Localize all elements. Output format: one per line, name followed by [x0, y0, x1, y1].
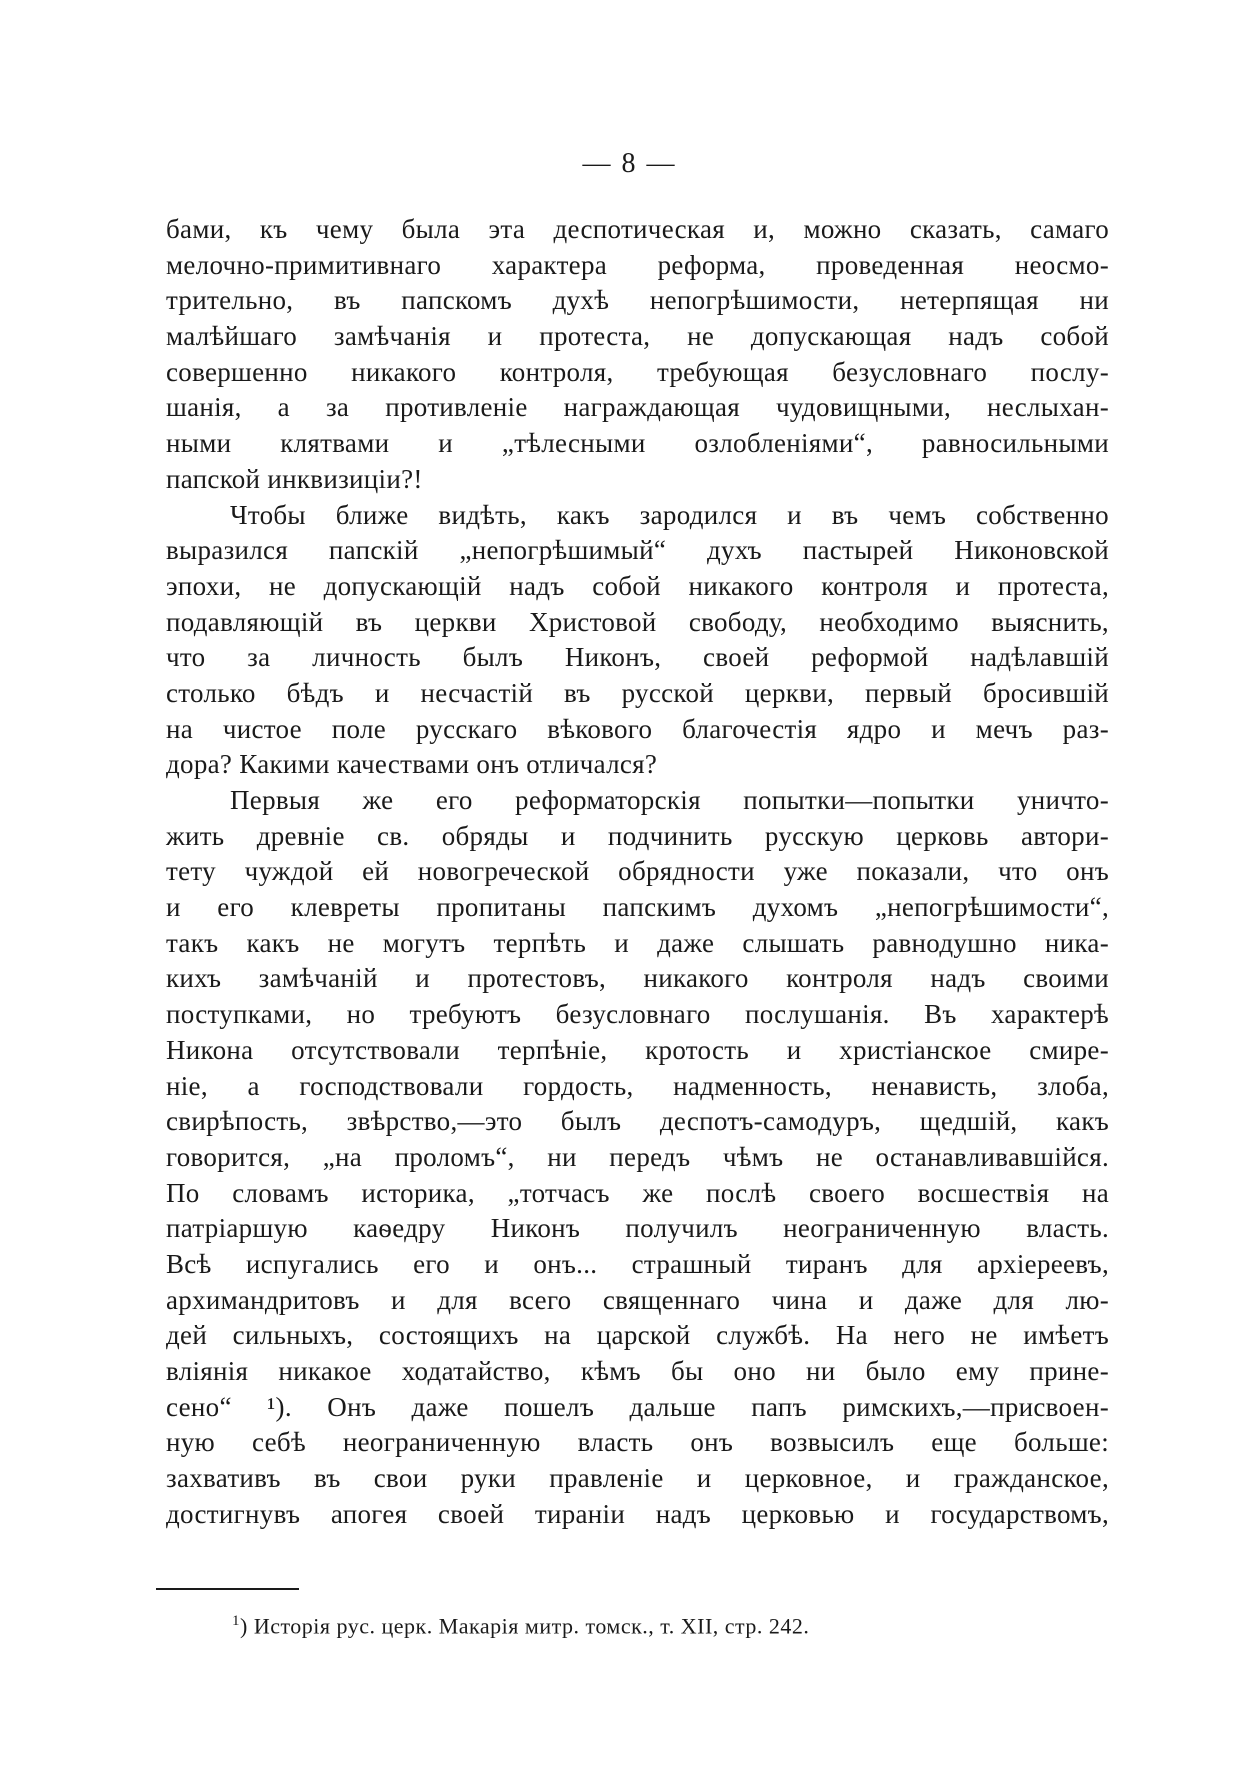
text-line: эпохи, не допускающій надъ собой никакого контроля и протеста, — [166, 570, 1109, 601]
text-line: Первыя же его реформаторскія попытки—попытки уничто- — [230, 785, 1109, 815]
text-line: совершенно никакого контроля, требующая безусловнаго послу- — [166, 356, 1109, 387]
text-line: захвативъ въ свои руки правленіе и церковное, и гражданское, — [166, 1463, 1109, 1494]
text-line: жить древніе св. обряды и подчинить русскую церковь автори- — [166, 820, 1109, 851]
page-number: — 8 — — [582, 148, 677, 179]
text-line: Никона отсутствовали терпѣніе, кротость и христіанское смире- — [166, 1034, 1109, 1065]
text-line: мелочно-примитивнаго характера реформа, проведенная неосмо- — [166, 249, 1109, 280]
text-line: шанія, а за противленіе награждающая чудовищными, неслыхан- — [166, 392, 1109, 423]
text-line: достигнувъ апогея своей тираніи надъ церковью и государствомъ, — [166, 1498, 1109, 1529]
text-line: ную себѣ неограниченную власть онъ возвысилъ еще больше: — [166, 1427, 1109, 1458]
text-line: архимандритовъ и для всего священнаго чина и даже для лю- — [166, 1284, 1109, 1315]
text-line: поступками, но требуютъ безусловнаго послушанія. Въ характерѣ — [166, 999, 1109, 1030]
text-line: кихъ замѣчаній и протестовъ, никакого контроля надъ своими — [166, 963, 1109, 994]
text-line: малѣйшаго замѣчанія и протеста, не допускающая надъ собой — [166, 321, 1109, 352]
text-line: бами, къ чему была эта деспотическая и, можно сказать, самаго — [166, 214, 1109, 244]
text-line: на чистое поле русскаго вѣкового благочестія ядро и мечъ раз- — [166, 713, 1109, 744]
text-line: сено“ ¹). Онъ даже пошелъ дальше папъ римскихъ,—присвоен- — [166, 1391, 1109, 1422]
footnote — [232, 1613, 809, 1639]
text-line: что за личность былъ Никонъ, своей реформой надѣлавшій — [166, 642, 1109, 673]
text-line: вліянія никакое ходатайство, кѣмъ бы оно ни было ему прине- — [166, 1356, 1109, 1386]
text-line: подавляющій въ церкви Христовой свободу, необходимо выяснить, — [166, 606, 1109, 637]
text-line: ными клятвами и „тѣлесными озлобленіями“, равносильными — [166, 428, 1109, 459]
text-line: ніе, а господствовали гордость, надменность, ненависть, злоба, — [166, 1070, 1109, 1101]
text-line: и его клевреты пропитаны папскимъ духомъ „непогрѣшимости“, — [166, 892, 1109, 923]
text-line: дора? Какими качествами онъ отличался? — [166, 749, 658, 780]
text-line: говорится, „на проломъ“, ни передъ чѣмъ не останавливавшійся. — [166, 1141, 1109, 1172]
footnote-divider — [156, 1588, 299, 1590]
text-line: Всѣ испугались его и онъ... страшный тиранъ для архіереевъ, — [166, 1248, 1109, 1279]
body-text — [166, 212, 1109, 1532]
text-line: Чтобы ближе видѣть, какъ зародился и въ чемъ собственно — [230, 499, 1109, 530]
text-line: трительно, въ папскомъ духѣ непогрѣшимости, нетерпящая ни — [166, 285, 1109, 316]
footnote-text: ) Исторія рус. церк. Макарія митр. томск., т. XII, стр. 242. — [240, 1613, 810, 1639]
text-line: такъ какъ не могутъ терпѣть и даже слышать равнодушно ника- — [166, 927, 1109, 958]
text-line: свирѣпость, звѣрство,—это былъ деспотъ-самодуръ, щедшій, какъ — [166, 1106, 1109, 1137]
text-line: папской инквизиціи?! — [166, 463, 423, 494]
footnote-marker: 1 — [232, 1613, 240, 1629]
text-line: тету чуждой ей новогреческой обрядности уже показали, что онъ — [166, 856, 1109, 887]
text-line: По словамъ историка, „тотчасъ же послѣ своего восшествія на — [166, 1177, 1109, 1208]
text-line: столько бѣдъ и несчастій въ русской церкви, первый бросившій — [166, 677, 1109, 708]
text-line: выразился папскій „непогрѣшимый“ духъ пастырей Никоновской — [166, 535, 1109, 566]
text-line: дей сильныхъ, состоящихъ на царской службѣ. На него не имѣетъ — [166, 1320, 1109, 1351]
text-line: патріаршую каѳедру Никонъ получилъ неограниченную власть. — [166, 1213, 1109, 1244]
